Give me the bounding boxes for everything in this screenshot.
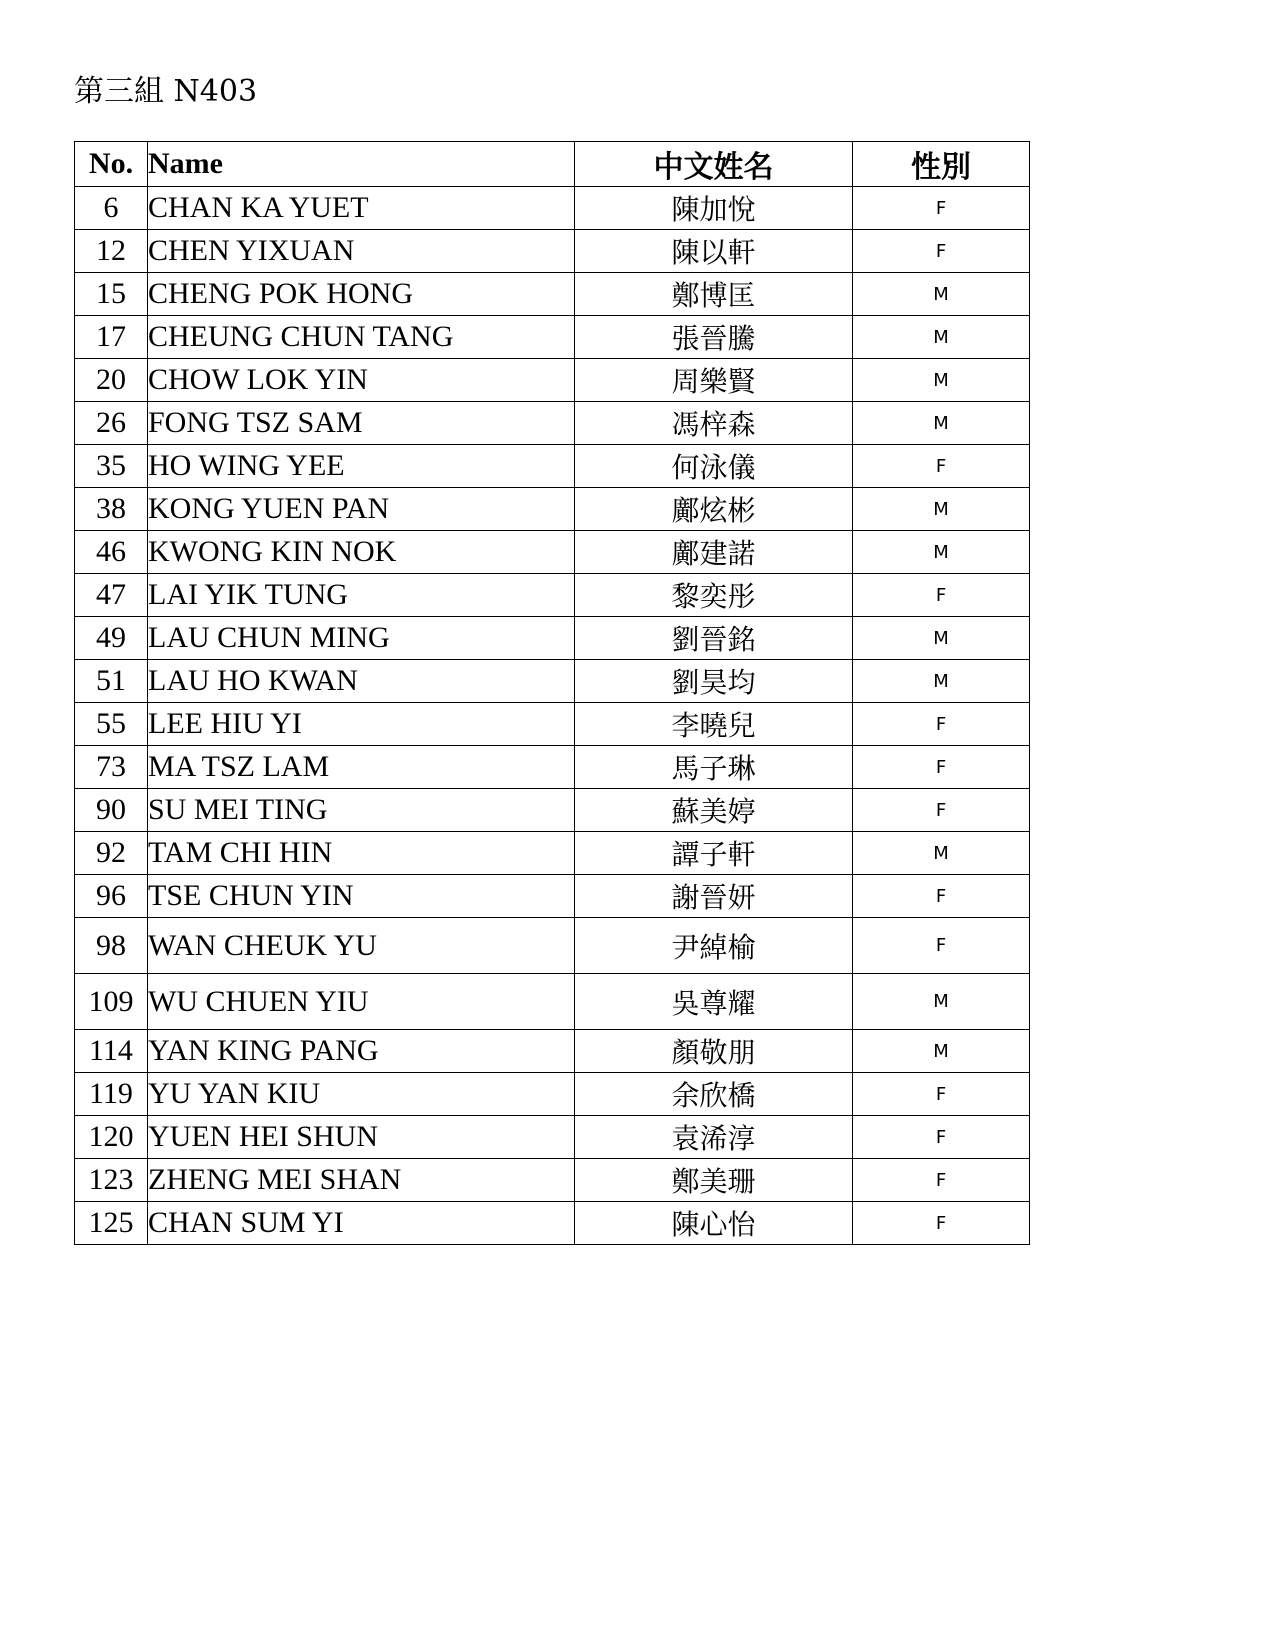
table-row — [75, 746, 1030, 789]
cell-gender: M — [853, 402, 1030, 445]
cell-no: 123 — [75, 1159, 148, 1202]
table-row — [75, 703, 1030, 746]
cell-name: FONG TSZ SAM — [148, 402, 575, 445]
table-row — [75, 273, 1030, 316]
cell-name: YU YAN KIU — [148, 1073, 575, 1116]
cell-no: 47 — [75, 574, 148, 617]
cell-no: 15 — [75, 273, 148, 316]
cell-gender: F — [853, 230, 1030, 273]
table-row — [75, 918, 1030, 974]
cell-chinese-name: 何泳儀 — [575, 445, 853, 488]
cell-name: HO WING YEE — [148, 445, 575, 488]
table-row — [75, 974, 1030, 1030]
table-header-row — [75, 142, 1030, 187]
cell-gender: F — [853, 918, 1030, 974]
cell-name: WU CHUEN YIU — [148, 974, 575, 1030]
cell-name: CHOW LOK YIN — [148, 359, 575, 402]
cell-no: 96 — [75, 875, 148, 918]
cell-chinese-name: 周樂賢 — [575, 359, 853, 402]
header-name: Name — [148, 142, 575, 187]
student-roster-table — [74, 141, 1030, 1245]
cell-gender: M — [853, 1030, 1030, 1073]
cell-no: 12 — [75, 230, 148, 273]
table-row — [75, 832, 1030, 875]
cell-gender: F — [853, 1073, 1030, 1116]
cell-name: CHAN KA YUET — [148, 187, 575, 230]
cell-no: 49 — [75, 617, 148, 660]
cell-gender: F — [853, 875, 1030, 918]
cell-chinese-name: 張晉騰 — [575, 316, 853, 359]
table-row — [75, 1073, 1030, 1116]
header-chinese-name: 中文姓名 — [575, 142, 853, 187]
cell-gender: F — [853, 445, 1030, 488]
table-row — [75, 1116, 1030, 1159]
cell-chinese-name: 鄺建諾 — [575, 531, 853, 574]
table-row — [75, 488, 1030, 531]
cell-name: LAI YIK TUNG — [148, 574, 575, 617]
cell-no: 17 — [75, 316, 148, 359]
cell-gender: F — [853, 789, 1030, 832]
cell-no: 109 — [75, 974, 148, 1030]
table-row — [75, 316, 1030, 359]
cell-gender: F — [853, 746, 1030, 789]
cell-gender: M — [853, 316, 1030, 359]
header-gender: 性別 — [853, 142, 1030, 187]
cell-name: TAM CHI HIN — [148, 832, 575, 875]
table-row — [75, 187, 1030, 230]
cell-chinese-name: 吳尊耀 — [575, 974, 853, 1030]
group-title: 第三組 N403 — [74, 74, 258, 109]
table-row — [75, 789, 1030, 832]
table-row — [75, 1030, 1030, 1073]
cell-no: 6 — [75, 187, 148, 230]
cell-chinese-name: 鄺炫彬 — [575, 488, 853, 531]
cell-no: 125 — [75, 1202, 148, 1245]
cell-no: 55 — [75, 703, 148, 746]
table-row — [75, 574, 1030, 617]
cell-no: 92 — [75, 832, 148, 875]
cell-name: LEE HIU YI — [148, 703, 575, 746]
cell-chinese-name: 袁浠淳 — [575, 1116, 853, 1159]
cell-name: SU MEI TING — [148, 789, 575, 832]
cell-name: YUEN HEI SHUN — [148, 1116, 575, 1159]
cell-chinese-name: 劉昊均 — [575, 660, 853, 703]
cell-no: 38 — [75, 488, 148, 531]
cell-no: 98 — [75, 918, 148, 974]
table-row — [75, 230, 1030, 273]
cell-name: CHEUNG CHUN TANG — [148, 316, 575, 359]
cell-no: 46 — [75, 531, 148, 574]
cell-no: 35 — [75, 445, 148, 488]
cell-chinese-name: 陳加悅 — [575, 187, 853, 230]
table-row — [75, 617, 1030, 660]
cell-name: LAU HO KWAN — [148, 660, 575, 703]
table-row — [75, 1202, 1030, 1245]
cell-name: MA TSZ LAM — [148, 746, 575, 789]
cell-no: 26 — [75, 402, 148, 445]
cell-chinese-name: 馮梓森 — [575, 402, 853, 445]
cell-no: 73 — [75, 746, 148, 789]
cell-no: 120 — [75, 1116, 148, 1159]
cell-chinese-name: 劉晉銘 — [575, 617, 853, 660]
cell-gender: M — [853, 617, 1030, 660]
cell-gender: F — [853, 1159, 1030, 1202]
cell-gender: F — [853, 1202, 1030, 1245]
cell-name: CHEN YIXUAN — [148, 230, 575, 273]
cell-no: 114 — [75, 1030, 148, 1073]
table-row — [75, 531, 1030, 574]
cell-chinese-name: 陳心怡 — [575, 1202, 853, 1245]
cell-no: 119 — [75, 1073, 148, 1116]
table-row — [75, 1159, 1030, 1202]
table-row — [75, 359, 1030, 402]
cell-chinese-name: 陳以軒 — [575, 230, 853, 273]
cell-name: WAN CHEUK YU — [148, 918, 575, 974]
cell-name: TSE CHUN YIN — [148, 875, 575, 918]
cell-gender: M — [853, 974, 1030, 1030]
table-row — [75, 875, 1030, 918]
cell-chinese-name: 李曉兒 — [575, 703, 853, 746]
cell-name: LAU CHUN MING — [148, 617, 575, 660]
cell-chinese-name: 鄭美珊 — [575, 1159, 853, 1202]
cell-chinese-name: 譚子軒 — [575, 832, 853, 875]
cell-chinese-name: 馬子琳 — [575, 746, 853, 789]
cell-gender: M — [853, 832, 1030, 875]
cell-gender: F — [853, 1116, 1030, 1159]
table-row — [75, 660, 1030, 703]
cell-name: KWONG KIN NOK — [148, 531, 575, 574]
cell-name: CHENG POK HONG — [148, 273, 575, 316]
cell-no: 20 — [75, 359, 148, 402]
cell-gender: M — [853, 531, 1030, 574]
cell-gender: M — [853, 660, 1030, 703]
cell-chinese-name: 尹綽榆 — [575, 918, 853, 974]
cell-gender: F — [853, 703, 1030, 746]
cell-name: ZHENG MEI SHAN — [148, 1159, 575, 1202]
header-no: No. — [75, 142, 148, 187]
cell-name: KONG YUEN PAN — [148, 488, 575, 531]
cell-chinese-name: 謝晉妍 — [575, 875, 853, 918]
cell-no: 90 — [75, 789, 148, 832]
cell-gender: M — [853, 488, 1030, 531]
cell-name: YAN KING PANG — [148, 1030, 575, 1073]
cell-chinese-name: 鄭博匡 — [575, 273, 853, 316]
cell-gender: M — [853, 359, 1030, 402]
cell-name: CHAN SUM YI — [148, 1202, 575, 1245]
cell-chinese-name: 余欣橋 — [575, 1073, 853, 1116]
table-row — [75, 402, 1030, 445]
cell-gender: F — [853, 187, 1030, 230]
cell-gender: F — [853, 574, 1030, 617]
cell-chinese-name: 顏敬朋 — [575, 1030, 853, 1073]
cell-gender: M — [853, 273, 1030, 316]
cell-chinese-name: 黎奕彤 — [575, 574, 853, 617]
cell-no: 51 — [75, 660, 148, 703]
cell-chinese-name: 蘇美婷 — [575, 789, 853, 832]
table-row — [75, 445, 1030, 488]
